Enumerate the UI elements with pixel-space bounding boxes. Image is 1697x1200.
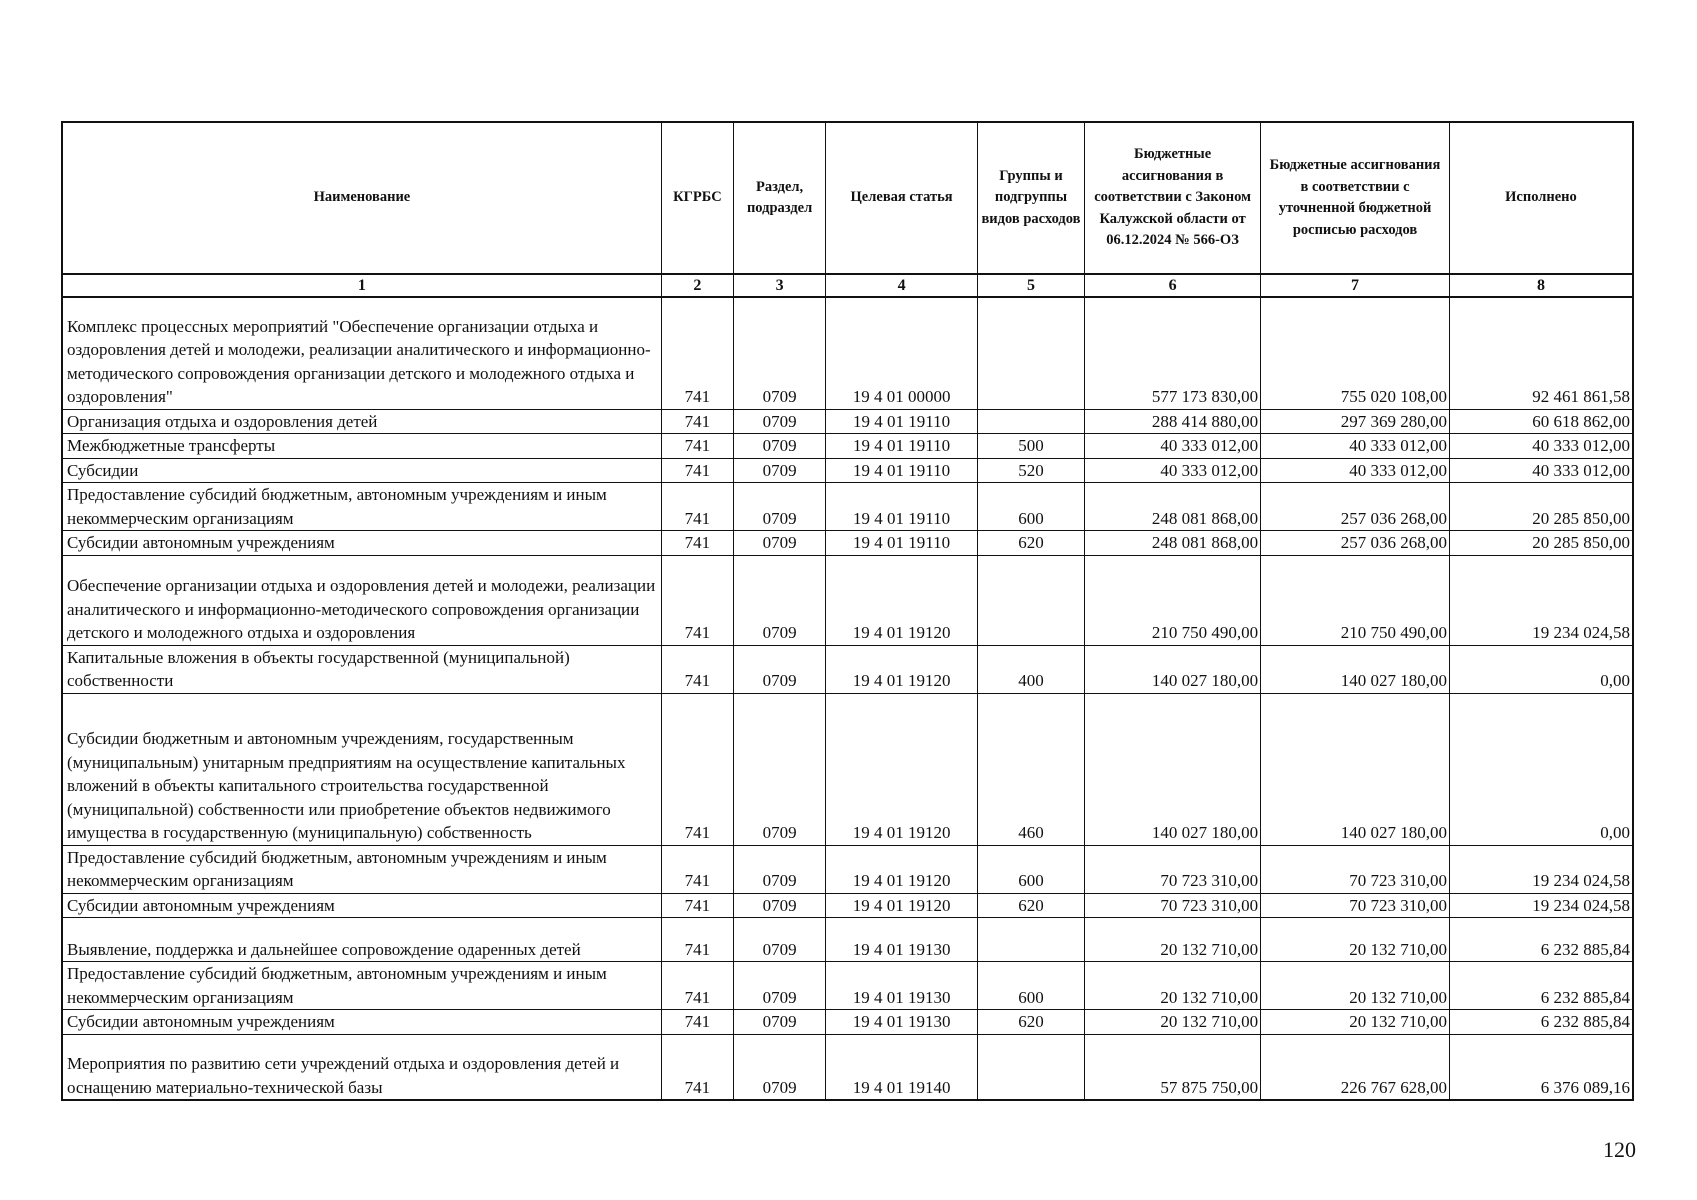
law-amount-cell: 20 132 710,00: [1085, 962, 1261, 1010]
target-article-cell: 19 4 01 19120: [826, 893, 978, 918]
executed-amount-cell: 0,00: [1449, 693, 1633, 845]
refined-amount-cell: 257 036 268,00: [1261, 483, 1450, 531]
section-cell: 0709: [733, 918, 825, 962]
col-header-name: Наименование: [62, 122, 661, 274]
executed-amount-cell: 40 333 012,00: [1449, 458, 1633, 483]
executed-amount-cell: 6 232 885,84: [1449, 1010, 1633, 1035]
expense-type-cell: [977, 409, 1084, 434]
row-name-cell: Субсидии автономным учреждениям: [62, 531, 661, 556]
expense-type-cell: 600: [977, 962, 1084, 1010]
table-row: [62, 1010, 1633, 1035]
table-body: [62, 297, 1633, 1100]
target-article-cell: 19 4 01 19130: [826, 962, 978, 1010]
refined-amount-cell: 20 132 710,00: [1261, 918, 1450, 962]
expense-type-cell: [977, 918, 1084, 962]
target-article-cell: 19 4 01 19110: [826, 531, 978, 556]
col-header-executed: Исполнено: [1449, 122, 1633, 274]
expense-type-cell: [977, 555, 1084, 645]
column-number-row: [62, 274, 1633, 297]
kgrbs-cell: 741: [661, 918, 733, 962]
refined-amount-cell: 140 027 180,00: [1261, 693, 1450, 845]
section-cell: 0709: [733, 645, 825, 693]
target-article-cell: 19 4 01 19120: [826, 555, 978, 645]
refined-amount-cell: 70 723 310,00: [1261, 893, 1450, 918]
refined-amount-cell: 40 333 012,00: [1261, 458, 1450, 483]
target-article-cell: 19 4 01 19130: [826, 918, 978, 962]
col-header-kgrbs: КГРБС: [661, 122, 733, 274]
section-cell: 0709: [733, 555, 825, 645]
col-number: 2: [661, 274, 733, 297]
kgrbs-cell: 741: [661, 693, 733, 845]
target-article-cell: 19 4 01 19110: [826, 409, 978, 434]
table-row: [62, 962, 1633, 1010]
target-article-cell: 19 4 01 19110: [826, 458, 978, 483]
col-number: 1: [62, 274, 661, 297]
kgrbs-cell: 741: [661, 531, 733, 556]
law-amount-cell: 288 414 880,00: [1085, 409, 1261, 434]
executed-amount-cell: 60 618 862,00: [1449, 409, 1633, 434]
executed-amount-cell: 20 285 850,00: [1449, 531, 1633, 556]
table-row: [62, 893, 1633, 918]
table-row: [62, 297, 1633, 409]
expense-type-cell: 500: [977, 434, 1084, 459]
executed-amount-cell: 40 333 012,00: [1449, 434, 1633, 459]
col-header-refined-allocations: Бюджетные ассигнования в соответствии с уточненной бюджетной росписью расходов: [1261, 122, 1450, 274]
section-cell: 0709: [733, 962, 825, 1010]
row-name-cell: Предоставление субсидий бюджетным, автономным учреждениям и иным некоммерческим организациям: [62, 483, 661, 531]
kgrbs-cell: 741: [661, 297, 733, 409]
table-row: [62, 483, 1633, 531]
expense-type-cell: [977, 297, 1084, 409]
refined-amount-cell: 140 027 180,00: [1261, 645, 1450, 693]
law-amount-cell: 210 750 490,00: [1085, 555, 1261, 645]
expense-type-cell: 520: [977, 458, 1084, 483]
col-header-target-article: Целевая статья: [826, 122, 978, 274]
executed-amount-cell: 19 234 024,58: [1449, 893, 1633, 918]
expense-type-cell: 620: [977, 893, 1084, 918]
expense-type-cell: 620: [977, 531, 1084, 556]
row-name-cell: Обеспечение организации отдыха и оздоровления детей и молодежи, реализации аналитического и информационно-методического сопровождения организации детского и молодежного отдыха и оздоровления: [62, 555, 661, 645]
col-number: 5: [977, 274, 1084, 297]
kgrbs-cell: 741: [661, 1034, 733, 1100]
executed-amount-cell: 6 232 885,84: [1449, 918, 1633, 962]
target-article-cell: 19 4 01 19140: [826, 1034, 978, 1100]
expense-type-cell: 600: [977, 845, 1084, 893]
row-name-cell: Мероприятия по развитию сети учреждений отдыха и оздоровления детей и оснащению материально-технической базы: [62, 1034, 661, 1100]
expense-type-cell: [977, 1034, 1084, 1100]
executed-amount-cell: 19 234 024,58: [1449, 845, 1633, 893]
executed-amount-cell: 19 234 024,58: [1449, 555, 1633, 645]
kgrbs-cell: 741: [661, 1010, 733, 1035]
expense-type-cell: 400: [977, 645, 1084, 693]
law-amount-cell: 70 723 310,00: [1085, 893, 1261, 918]
executed-amount-cell: 6 232 885,84: [1449, 962, 1633, 1010]
refined-amount-cell: 226 767 628,00: [1261, 1034, 1450, 1100]
kgrbs-cell: 741: [661, 845, 733, 893]
kgrbs-cell: 741: [661, 434, 733, 459]
executed-amount-cell: 20 285 850,00: [1449, 483, 1633, 531]
expense-type-cell: 460: [977, 693, 1084, 845]
table-row: [62, 693, 1633, 845]
target-article-cell: 19 4 01 19130: [826, 1010, 978, 1035]
col-header-section: Раздел, подраздел: [733, 122, 825, 274]
section-cell: 0709: [733, 845, 825, 893]
refined-amount-cell: 70 723 310,00: [1261, 845, 1450, 893]
table-row: [62, 458, 1633, 483]
table-row: [62, 555, 1633, 645]
target-article-cell: 19 4 01 19110: [826, 483, 978, 531]
target-article-cell: 19 4 01 00000: [826, 297, 978, 409]
law-amount-cell: 70 723 310,00: [1085, 845, 1261, 893]
target-article-cell: 19 4 01 19120: [826, 645, 978, 693]
law-amount-cell: 57 875 750,00: [1085, 1034, 1261, 1100]
kgrbs-cell: 741: [661, 962, 733, 1010]
section-cell: 0709: [733, 458, 825, 483]
law-amount-cell: 20 132 710,00: [1085, 1010, 1261, 1035]
row-name-cell: Межбюджетные трансферты: [62, 434, 661, 459]
refined-amount-cell: 20 132 710,00: [1261, 962, 1450, 1010]
row-name-cell: Субсидии бюджетным и автономным учреждениям, государственным (муниципальным) унитарным предприятиям на осуществление капитальных вложений в объекты капитального строительства государственной (муниципальной) собственности или приобретение объектов недвижимого имущества в государственную (муниципальную) собственность: [62, 693, 661, 845]
law-amount-cell: 248 081 868,00: [1085, 531, 1261, 556]
executed-amount-cell: 0,00: [1449, 645, 1633, 693]
expense-type-cell: 620: [977, 1010, 1084, 1035]
target-article-cell: 19 4 01 19120: [826, 845, 978, 893]
col-number: 6: [1085, 274, 1261, 297]
expense-type-cell: 600: [977, 483, 1084, 531]
row-name-cell: Субсидии автономным учреждениям: [62, 1010, 661, 1035]
section-cell: 0709: [733, 483, 825, 531]
refined-amount-cell: 257 036 268,00: [1261, 531, 1450, 556]
header-row: [62, 122, 1633, 274]
refined-amount-cell: 40 333 012,00: [1261, 434, 1450, 459]
col-header-expense-groups: Группы и подгруппы видов расходов: [977, 122, 1084, 274]
table-row: [62, 409, 1633, 434]
refined-amount-cell: 297 369 280,00: [1261, 409, 1450, 434]
row-name-cell: Предоставление субсидий бюджетным, автономным учреждениям и иным некоммерческим организациям: [62, 962, 661, 1010]
refined-amount-cell: 755 020 108,00: [1261, 297, 1450, 409]
row-name-cell: Выявление, поддержка и дальнейшее сопровождение одаренных детей: [62, 918, 661, 962]
row-name-cell: Субсидии автономным учреждениям: [62, 893, 661, 918]
law-amount-cell: 140 027 180,00: [1085, 693, 1261, 845]
section-cell: 0709: [733, 893, 825, 918]
col-number: 3: [733, 274, 825, 297]
section-cell: 0709: [733, 297, 825, 409]
executed-amount-cell: 92 461 861,58: [1449, 297, 1633, 409]
row-name-cell: Капитальные вложения в объекты государственной (муниципальной) собственности: [62, 645, 661, 693]
refined-amount-cell: 210 750 490,00: [1261, 555, 1450, 645]
budget-execution-table: [61, 121, 1634, 1101]
page-number: 120: [1603, 1137, 1636, 1162]
row-name-cell: Предоставление субсидий бюджетным, автономным учреждениям и иным некоммерческим организациям: [62, 845, 661, 893]
table-row: [62, 434, 1633, 459]
law-amount-cell: 40 333 012,00: [1085, 458, 1261, 483]
law-amount-cell: 248 081 868,00: [1085, 483, 1261, 531]
law-amount-cell: 20 132 710,00: [1085, 918, 1261, 962]
kgrbs-cell: 741: [661, 645, 733, 693]
executed-amount-cell: 6 376 089,16: [1449, 1034, 1633, 1100]
kgrbs-cell: 741: [661, 483, 733, 531]
table-row: [62, 531, 1633, 556]
table-row: [62, 845, 1633, 893]
target-article-cell: 19 4 01 19120: [826, 693, 978, 845]
col-number: 7: [1261, 274, 1450, 297]
kgrbs-cell: 741: [661, 893, 733, 918]
section-cell: 0709: [733, 693, 825, 845]
target-article-cell: 19 4 01 19110: [826, 434, 978, 459]
row-name-cell: Организация отдыха и оздоровления детей: [62, 409, 661, 434]
kgrbs-cell: 741: [661, 458, 733, 483]
section-cell: 0709: [733, 1010, 825, 1035]
table-row: [62, 918, 1633, 962]
kgrbs-cell: 741: [661, 409, 733, 434]
col-header-law-allocations: Бюджетные ассигнования в соответствии с Законом Калужской области от 06.12.2024 № 566-ОЗ: [1085, 122, 1261, 274]
row-name-cell: Субсидии: [62, 458, 661, 483]
row-name-cell: Комплекс процессных мероприятий "Обеспечение организации отдыха и оздоровления детей и молодежи, реализации аналитического и информационно-методического сопровождения организации детского и молодежного отдыха и оздоровления": [62, 297, 661, 409]
kgrbs-cell: 741: [661, 555, 733, 645]
section-cell: 0709: [733, 409, 825, 434]
refined-amount-cell: 20 132 710,00: [1261, 1010, 1450, 1035]
col-number: 8: [1449, 274, 1633, 297]
law-amount-cell: 577 173 830,00: [1085, 297, 1261, 409]
table-row: [62, 645, 1633, 693]
section-cell: 0709: [733, 531, 825, 556]
law-amount-cell: 40 333 012,00: [1085, 434, 1261, 459]
law-amount-cell: 140 027 180,00: [1085, 645, 1261, 693]
section-cell: 0709: [733, 1034, 825, 1100]
section-cell: 0709: [733, 434, 825, 459]
table-row: [62, 1034, 1633, 1100]
col-number: 4: [826, 274, 978, 297]
